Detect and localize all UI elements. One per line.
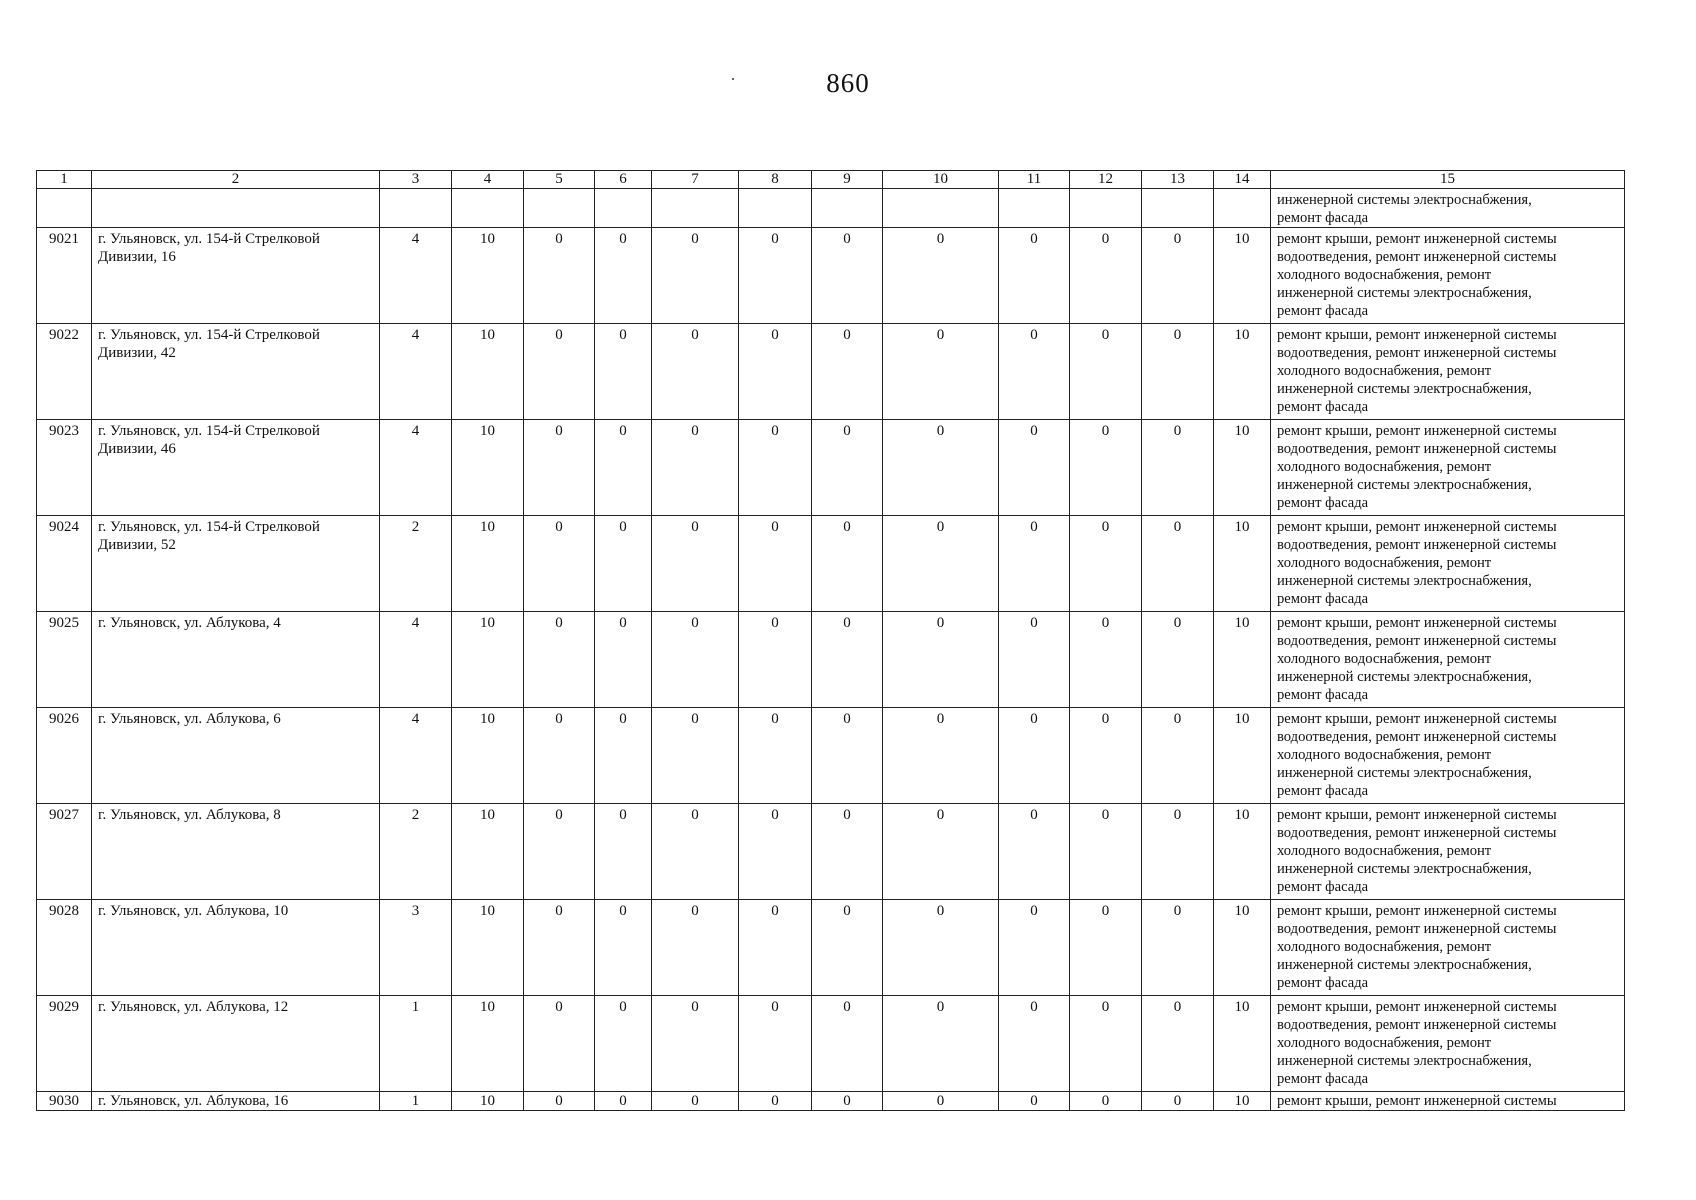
empty-cell [452, 189, 524, 228]
value-cell: 0 [595, 516, 652, 612]
row-id: 9029 [37, 996, 92, 1092]
value-cell: 0 [812, 1092, 883, 1111]
value-cell: 0 [1070, 804, 1142, 900]
value-cell: 0 [812, 804, 883, 900]
column-number: 8 [739, 171, 812, 189]
value-cell: 0 [812, 996, 883, 1092]
address-cell: г. Ульяновск, ул. Аблукова, 4 [92, 612, 380, 708]
empty-cell [380, 189, 452, 228]
table-row [37, 708, 1625, 804]
works-cell: ремонт крыши, ремонт инженерной системы водоотведения, ремонт инженерной системы холодного водоснабжения, ремонт инженерной системы электроснабжения, ремонт фасада [1271, 900, 1625, 996]
value-cell: 0 [652, 804, 739, 900]
value-cell: 10 [1214, 900, 1271, 996]
empty-cell [1142, 189, 1214, 228]
value-cell: 4 [380, 324, 452, 420]
value-cell: 0 [1142, 804, 1214, 900]
value-cell: 0 [524, 228, 595, 324]
value-cell: 10 [1214, 804, 1271, 900]
value-cell: 0 [739, 996, 812, 1092]
value-cell: 0 [999, 996, 1070, 1092]
works-cell: ремонт крыши, ремонт инженерной системы водоотведения, ремонт инженерной системы холодного водоснабжения, ремонт инженерной системы электроснабжения, ремонт фасада [1271, 804, 1625, 900]
value-cell: 0 [883, 516, 999, 612]
empty-cell [739, 189, 812, 228]
value-cell: 10 [452, 996, 524, 1092]
value-cell: 2 [380, 804, 452, 900]
row-id: 9025 [37, 612, 92, 708]
value-cell: 0 [1142, 228, 1214, 324]
works-cell: ремонт крыши, ремонт инженерной системы водоотведения, ремонт инженерной системы холодного водоснабжения, ремонт инженерной системы электроснабжения, ремонт фасада [1271, 996, 1625, 1092]
value-cell: 0 [524, 420, 595, 516]
column-number: 11 [999, 171, 1070, 189]
value-cell: 0 [1070, 228, 1142, 324]
row-id: 9024 [37, 516, 92, 612]
value-cell: 0 [595, 804, 652, 900]
value-cell: 10 [1214, 420, 1271, 516]
value-cell: 0 [739, 516, 812, 612]
value-cell: 0 [652, 420, 739, 516]
value-cell: 10 [452, 900, 524, 996]
value-cell: 10 [1214, 996, 1271, 1092]
value-cell: 0 [524, 1092, 595, 1111]
value-cell: 0 [595, 612, 652, 708]
value-cell: 1 [380, 996, 452, 1092]
table-row [37, 228, 1625, 324]
value-cell: 0 [883, 708, 999, 804]
table-body [37, 171, 1625, 1111]
value-cell: 0 [999, 708, 1070, 804]
row-id: 9030 [37, 1092, 92, 1111]
continuation-works: инженерной системы электроснабжения, ремонт фасада [1271, 189, 1625, 228]
value-cell: 0 [652, 1092, 739, 1111]
address-cell: г. Ульяновск, ул. Аблукова, 8 [92, 804, 380, 900]
value-cell: 0 [883, 900, 999, 996]
value-cell: 0 [524, 996, 595, 1092]
column-number: 15 [1271, 171, 1625, 189]
value-cell: 0 [999, 516, 1070, 612]
value-cell: 0 [812, 612, 883, 708]
empty-cell [1070, 189, 1142, 228]
row-id: 9027 [37, 804, 92, 900]
value-cell: 0 [883, 996, 999, 1092]
column-number: 5 [524, 171, 595, 189]
value-cell: 0 [1070, 708, 1142, 804]
column-number: 1 [37, 171, 92, 189]
value-cell: 4 [380, 228, 452, 324]
value-cell: 10 [452, 420, 524, 516]
value-cell: 0 [652, 324, 739, 420]
repair-program-table [36, 170, 1625, 1111]
value-cell: 10 [1214, 516, 1271, 612]
value-cell: 0 [883, 420, 999, 516]
value-cell: 0 [652, 708, 739, 804]
table-row [37, 804, 1625, 900]
value-cell: 0 [524, 516, 595, 612]
value-cell: 1 [380, 1092, 452, 1111]
works-cell: ремонт крыши, ремонт инженерной системы водоотведения, ремонт инженерной системы холодного водоснабжения, ремонт инженерной системы электроснабжения, ремонт фасада [1271, 612, 1625, 708]
value-cell: 0 [1070, 420, 1142, 516]
value-cell: 0 [883, 1092, 999, 1111]
value-cell: 10 [452, 1092, 524, 1111]
value-cell: 0 [999, 1092, 1070, 1111]
value-cell: 0 [1142, 708, 1214, 804]
works-cell: ремонт крыши, ремонт инженерной системы водоотведения, ремонт инженерной системы холодного водоснабжения, ремонт инженерной системы электроснабжения, ремонт фасада [1271, 420, 1625, 516]
value-cell: 0 [812, 900, 883, 996]
address-cell: г. Ульяновск, ул. 154-й Стрелковой Дивизии, 46 [92, 420, 380, 516]
address-cell: г. Ульяновск, ул. 154-й Стрелковой Дивизии, 52 [92, 516, 380, 612]
value-cell: 0 [812, 420, 883, 516]
value-cell: 0 [652, 612, 739, 708]
value-cell: 10 [1214, 708, 1271, 804]
value-cell: 0 [1142, 1092, 1214, 1111]
column-number: 12 [1070, 171, 1142, 189]
table-row [37, 996, 1625, 1092]
value-cell: 2 [380, 516, 452, 612]
value-cell: 10 [452, 708, 524, 804]
value-cell: 10 [452, 324, 524, 420]
empty-cell [652, 189, 739, 228]
value-cell: 0 [1070, 1092, 1142, 1111]
value-cell: 0 [812, 228, 883, 324]
value-cell: 10 [452, 516, 524, 612]
value-cell: 0 [739, 420, 812, 516]
scan-speck [732, 78, 734, 80]
table-row [37, 612, 1625, 708]
row-id: 9028 [37, 900, 92, 996]
column-number: 3 [380, 171, 452, 189]
value-cell: 0 [652, 996, 739, 1092]
works-cell: ремонт крыши, ремонт инженерной системы водоотведения, ремонт инженерной системы холодного водоснабжения, ремонт инженерной системы электроснабжения, ремонт фасада [1271, 708, 1625, 804]
value-cell: 0 [1142, 612, 1214, 708]
value-cell: 0 [1070, 516, 1142, 612]
value-cell: 0 [999, 420, 1070, 516]
value-cell: 0 [883, 804, 999, 900]
value-cell: 0 [1070, 324, 1142, 420]
value-cell: 0 [999, 324, 1070, 420]
empty-cell [595, 189, 652, 228]
value-cell: 0 [1070, 612, 1142, 708]
value-cell: 0 [1070, 900, 1142, 996]
value-cell: 0 [595, 900, 652, 996]
empty-cell [1214, 189, 1271, 228]
value-cell: 0 [595, 324, 652, 420]
column-number: 7 [652, 171, 739, 189]
value-cell: 0 [1142, 516, 1214, 612]
value-cell: 0 [524, 324, 595, 420]
value-cell: 0 [999, 804, 1070, 900]
table-row [37, 900, 1625, 996]
column-number-row [37, 171, 1625, 189]
value-cell: 4 [380, 420, 452, 516]
column-number: 14 [1214, 171, 1271, 189]
value-cell: 0 [595, 228, 652, 324]
value-cell: 10 [1214, 228, 1271, 324]
row-id: 9022 [37, 324, 92, 420]
continuation-row [37, 189, 1625, 228]
empty-cell [37, 189, 92, 228]
row-id: 9023 [37, 420, 92, 516]
empty-cell [999, 189, 1070, 228]
value-cell: 0 [524, 612, 595, 708]
row-id: 9021 [37, 228, 92, 324]
value-cell: 0 [1070, 996, 1142, 1092]
value-cell: 0 [999, 612, 1070, 708]
column-number: 9 [812, 171, 883, 189]
value-cell: 0 [524, 900, 595, 996]
empty-cell [883, 189, 999, 228]
value-cell: 0 [739, 228, 812, 324]
value-cell: 0 [739, 1092, 812, 1111]
value-cell: 0 [652, 900, 739, 996]
page-number: 860 [826, 68, 870, 98]
address-cell: г. Ульяновск, ул. 154-й Стрелковой Дивизии, 42 [92, 324, 380, 420]
column-number: 2 [92, 171, 380, 189]
empty-cell [524, 189, 595, 228]
empty-cell [812, 189, 883, 228]
address-cell: г. Ульяновск, ул. Аблукова, 16 [92, 1092, 380, 1111]
value-cell: 0 [812, 324, 883, 420]
value-cell: 0 [739, 708, 812, 804]
value-cell: 4 [380, 708, 452, 804]
value-cell: 0 [883, 228, 999, 324]
value-cell: 10 [1214, 1092, 1271, 1111]
value-cell: 0 [524, 708, 595, 804]
table-row [37, 1092, 1625, 1111]
value-cell: 0 [739, 804, 812, 900]
row-id: 9026 [37, 708, 92, 804]
value-cell: 0 [524, 804, 595, 900]
value-cell: 0 [1142, 324, 1214, 420]
value-cell: 10 [1214, 612, 1271, 708]
value-cell: 0 [739, 324, 812, 420]
table-row [37, 324, 1625, 420]
table-row [37, 420, 1625, 516]
value-cell: 0 [739, 612, 812, 708]
works-cell: ремонт крыши, ремонт инженерной системы [1271, 1092, 1625, 1111]
value-cell: 0 [883, 324, 999, 420]
address-cell: г. Ульяновск, ул. Аблукова, 6 [92, 708, 380, 804]
value-cell: 10 [452, 228, 524, 324]
value-cell: 0 [999, 900, 1070, 996]
value-cell: 10 [452, 804, 524, 900]
column-number: 4 [452, 171, 524, 189]
value-cell: 10 [452, 612, 524, 708]
column-number: 10 [883, 171, 999, 189]
value-cell: 0 [739, 900, 812, 996]
value-cell: 0 [812, 516, 883, 612]
table-row [37, 516, 1625, 612]
value-cell: 0 [1142, 900, 1214, 996]
column-number: 13 [1142, 171, 1214, 189]
value-cell: 0 [652, 228, 739, 324]
value-cell: 0 [1142, 996, 1214, 1092]
value-cell: 0 [883, 612, 999, 708]
works-cell: ремонт крыши, ремонт инженерной системы водоотведения, ремонт инженерной системы холодного водоснабжения, ремонт инженерной системы электроснабжения, ремонт фасада [1271, 516, 1625, 612]
column-number: 6 [595, 171, 652, 189]
address-cell: г. Ульяновск, ул. 154-й Стрелковой Дивизии, 16 [92, 228, 380, 324]
value-cell: 0 [595, 1092, 652, 1111]
value-cell: 0 [595, 708, 652, 804]
address-cell: г. Ульяновск, ул. Аблукова, 10 [92, 900, 380, 996]
value-cell: 0 [652, 516, 739, 612]
value-cell: 0 [595, 996, 652, 1092]
works-cell: ремонт крыши, ремонт инженерной системы водоотведения, ремонт инженерной системы холодного водоснабжения, ремонт инженерной системы электроснабжения, ремонт фасада [1271, 324, 1625, 420]
value-cell: 0 [999, 228, 1070, 324]
value-cell: 0 [1142, 420, 1214, 516]
value-cell: 0 [812, 708, 883, 804]
works-cell: ремонт крыши, ремонт инженерной системы водоотведения, ремонт инженерной системы холодного водоснабжения, ремонт инженерной системы электроснабжения, ремонт фасада [1271, 228, 1625, 324]
empty-cell [92, 189, 380, 228]
value-cell: 4 [380, 612, 452, 708]
value-cell: 3 [380, 900, 452, 996]
value-cell: 10 [1214, 324, 1271, 420]
value-cell: 0 [595, 420, 652, 516]
address-cell: г. Ульяновск, ул. Аблукова, 12 [92, 996, 380, 1092]
